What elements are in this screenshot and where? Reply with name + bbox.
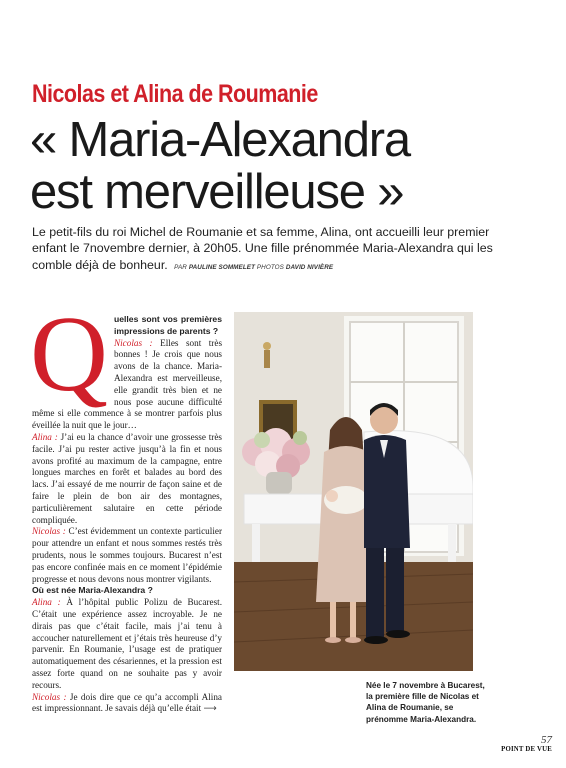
answer-1-nicolas-2 [32,526,222,585]
answer-text: À l’hôpital public Polizu de Bucarest. C’était une expérience assez incroyable. Je ne dirais pas que c’était facile, mais j’ai tenu à accoucher naturellement et j’étais très heureuse d’y parvenir. En Roumanie, l’usage est de pratiquer automatiquement des césariennes, et la pression est assez forte quand on ne souhaite pas y avoir recours. [32,597,222,690]
article-photo [234,312,473,671]
continue-arrow-icon: ⟶ [203,703,217,715]
byline [174,264,333,271]
photo-caption: Née le 7 novembre à Bucarest, la première fille de Nicolas et Alina de Roumanie, se prénomme Maria-Alexandra. [366,681,485,724]
article-headline [30,114,550,218]
answer-text: J’ai eu la chance d’avoir une grossesse très facile. J’ai pu rester active jusqu’à la fin et nous avons profité au maximum de la campagne, entre longues marches en forêt et balades au bord des lacs. J’ai essayé de me nourrir de façon saine et de faire le plein de bon air des montagnes, particulièrement salutaire en cette période compliquée. [32,431,223,525]
family-portrait-image [234,312,473,671]
article-kicker: Nicolas et Alina de Roumanie [32,80,318,108]
answer-text: C’est évidemment un contexte particulier pour attendre un enfant et nous sommes restés très prudents, nous le sommes toujours. Bucarest n’est pas encore confinée mais en ce moment l’épidémie progresse et nous devons nous montrer vigilants. [32,526,223,584]
speaker-alina: Alina : [32,597,61,608]
question-2 [32,585,222,597]
speaker-nicolas: Nicolas : [32,691,67,702]
speaker-nicolas: Nicolas : [32,526,66,537]
answer-text: Je dois dire que ce qu’a accompli Alina est impressionnant. Je savais déjà qu’elle était [32,691,223,714]
byline-par: PAR [174,263,187,271]
answer-2-alina [32,597,222,691]
question-1-text: uelles sont vos premières impressions de parents ? [114,314,222,336]
speaker-nicolas: Nicolas : [114,337,153,348]
drop-cap: Q [30,295,108,414]
byline-author: PAULINE SOMMELET [188,263,256,271]
answer-1-alina [32,432,222,526]
article-standfirst [32,224,502,276]
question-2-text: Où est née Maria-Alexandra ? [32,585,153,596]
interview-column [30,295,223,715]
page-number: 57 [541,734,552,746]
magazine-name: POINT DE VUE [501,746,552,753]
answer-text: Elles sont très bonnes ! Je crois que nous avons de la chance. Maria-Alexandra est merveilleuse, elle grandit très bien et ne nous pose aucune difficulté même si elle commence à se montrer parfois plus éveillée la nuit que le jour… [32,337,223,431]
headline-line-2: est merveilleuse » [30,165,404,219]
answer-2-nicolas [32,692,222,716]
byline-photographer: DAVID NIVIÈRE [285,263,334,271]
speaker-alina: Alina : [32,431,58,442]
page-folio [501,734,552,753]
byline-photos: PHOTOS [256,263,284,271]
headline-line-1: « Maria-Alexandra [30,113,410,167]
standfirst-text: Le petit-fils du roi Michel de Roumanie et sa femme, Alina, ont accueilli leur premier enfant le 7novembre dernier, à 20h05. Une fille prénommée Maria-Alexandra qui les comble déjà de bonheur. [32,225,493,272]
